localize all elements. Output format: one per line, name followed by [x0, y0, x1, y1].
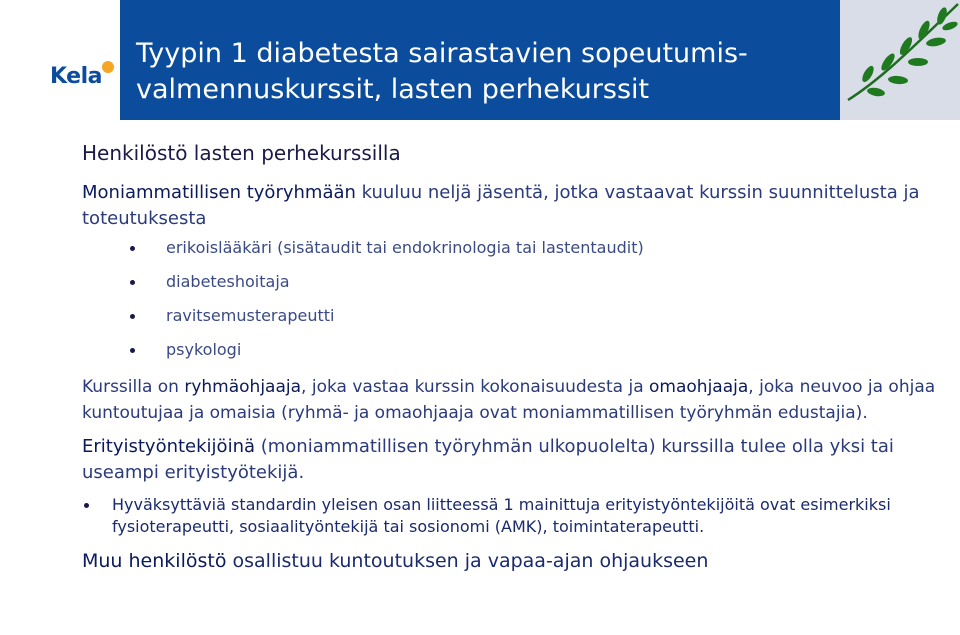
- page-title: [136, 36, 836, 108]
- title-bar: [120, 0, 840, 120]
- special-staff-list: [82, 494, 942, 538]
- other-staff-paragraph: [82, 548, 942, 574]
- p2-emphasis-2: omaohjaaja: [649, 377, 749, 397]
- title-line-1: Tyypin 1 diabetesta sairastavien sopeutumis-: [136, 38, 748, 69]
- kela-mark-icon: [102, 61, 114, 73]
- logo-text: Kela: [50, 64, 102, 89]
- p3-text: (moniammatillisen työryhmän ulkopuolelta) kurssilla tulee olla yksi tai useampi erityistyötekijä.: [82, 436, 894, 483]
- p3-emphasis: Erityistyöntekijöinä: [82, 436, 256, 457]
- list-item: diabeteshoitaja: [128, 272, 942, 292]
- list-item: psykologi: [128, 340, 942, 360]
- intro-emphasis: Moniammatillisen työryhmään: [82, 182, 356, 203]
- final-text: osallistuu kuntoutuksen ja vapaa-ajan ohjaukseen: [226, 550, 709, 572]
- list-item: Hyväksyttäviä standardin yleisen osan liitteessä 1 mainittuja erityistyöntekijöitä ovat esimerkiksi fysioterapeutti, sosiaalityöntekijä tai sosionomi (AMK), toimintaterapeutti.: [82, 494, 942, 538]
- section-heading: Henkilöstö lasten perhekurssilla: [82, 141, 401, 165]
- p2-emphasis-1: ryhmäohjaaja: [184, 377, 302, 397]
- member-list: [82, 238, 942, 360]
- final-emphasis: Muu henkilöstö: [82, 550, 227, 572]
- decoration-area: [840, 0, 960, 120]
- intro-paragraph: [82, 180, 942, 232]
- group-leader-paragraph: [82, 374, 942, 426]
- kela-logo: [50, 64, 120, 94]
- title-line-2: valmennuskurssit, lasten perhekurssit: [136, 74, 650, 105]
- header: [0, 0, 960, 120]
- list-item: erikoislääkäri (sisätaudit tai endokrinologia tai lastentaudit): [128, 238, 942, 258]
- logo-area: [0, 0, 120, 120]
- list-item: ravitsemusterapeutti: [128, 306, 942, 326]
- p2-text-c: , joka neuvoo ja ohjaa kuntoutujaa ja omaisia (ryhmä- ja omaohjaaja ovat moniammatillisen työryhmän edustajia).: [82, 377, 936, 423]
- olive-branch-icon: [840, 0, 960, 120]
- p2-text-b: , joka vastaa kurssin kokonaisuudesta ja: [301, 377, 650, 397]
- p2-text-a: Kurssilla on: [82, 377, 185, 397]
- intro-text: kuuluu neljä jäsentä, jotka vastaavat kurssin suunnittelusta ja toteutuksesta: [82, 182, 920, 229]
- content: [82, 140, 942, 574]
- special-staff-paragraph: [82, 434, 942, 486]
